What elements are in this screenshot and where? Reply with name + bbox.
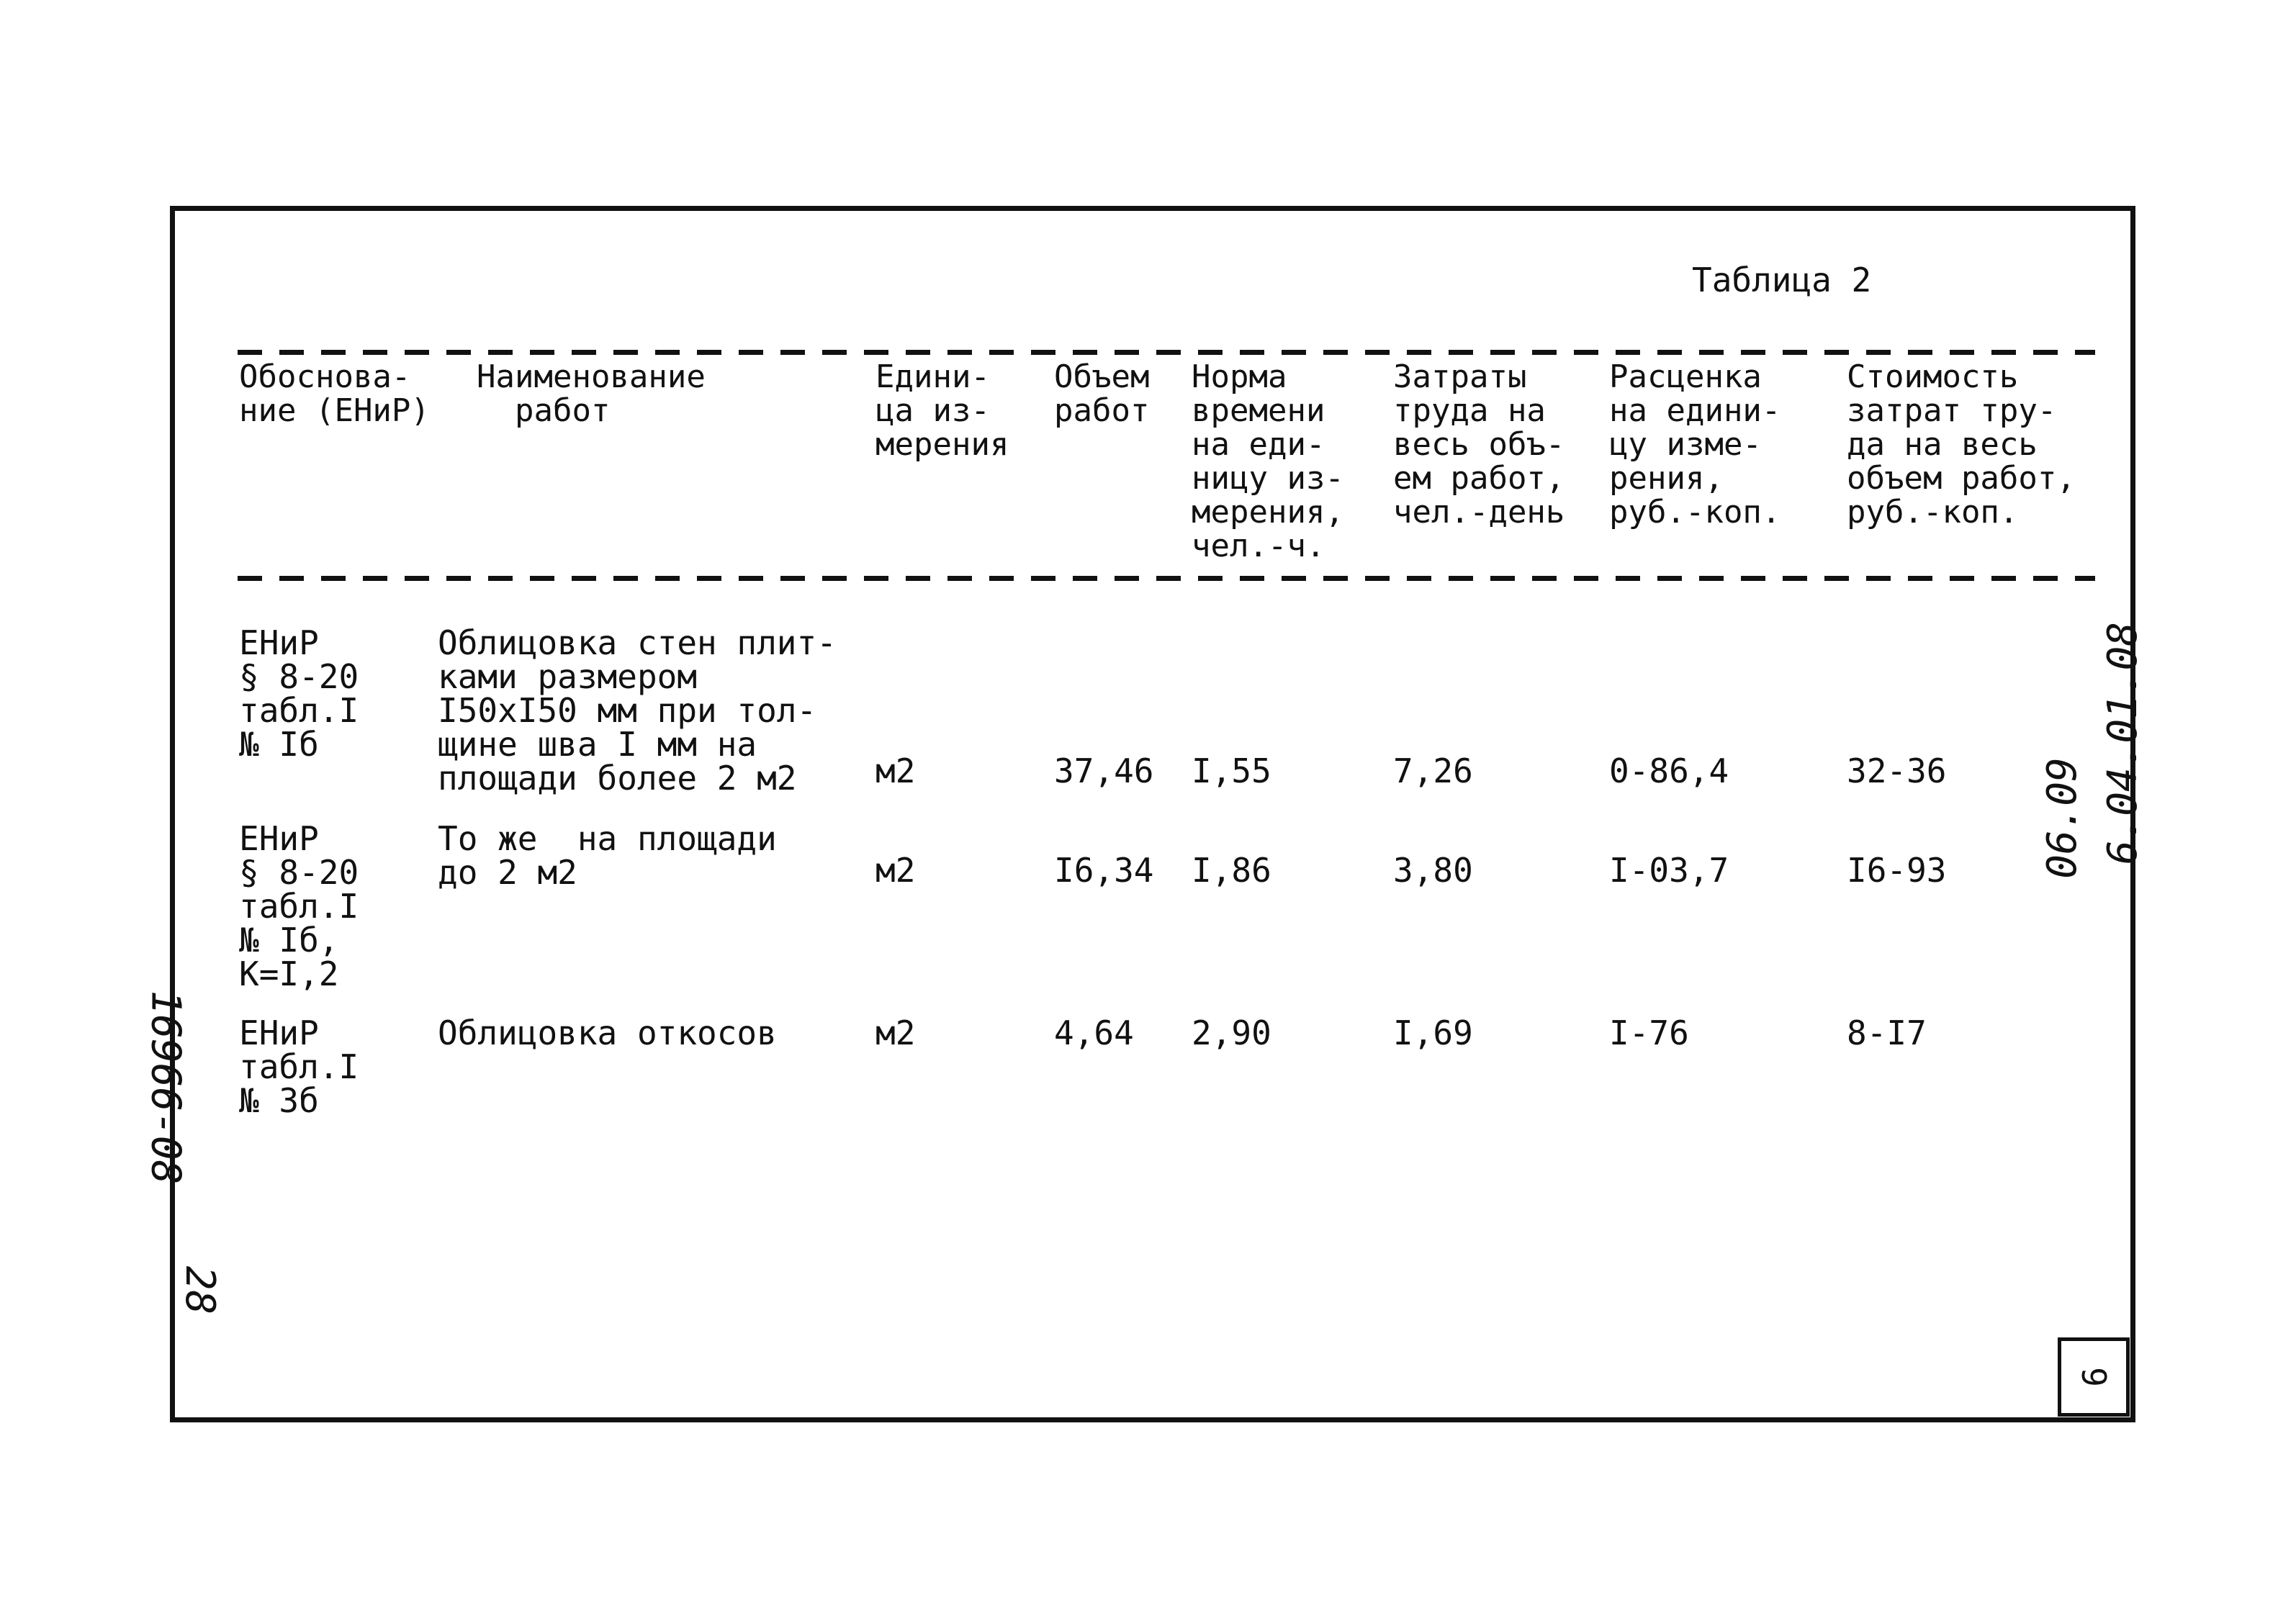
row-volume: 37,46 [1054, 751, 1154, 790]
row-unit: м2 [875, 751, 916, 790]
table-caption: Таблица 2 [1692, 261, 1872, 299]
row-labor-cost: I,69 [1393, 1014, 1473, 1052]
row-basis: ЕНиР § 8-20 табл.I № Iб, К=I,2 [239, 819, 359, 993]
left-margin-code: 16966-08 [142, 990, 189, 1185]
header-unit: Едини- ца из- мерения [875, 358, 1009, 463]
header-unit-rate: Расценка на едини- цу изме- рения, руб.-коп. [1609, 358, 1781, 531]
row-work-name: Облицовка стен плит- ками размером I50xI50 мм при тол- щине шва I мм на площади более 2 м2 [438, 623, 837, 798]
row-unit-rate: I-03,7 [1609, 851, 1729, 890]
page-number-box [2058, 1337, 2130, 1417]
row-volume: 4,64 [1054, 1014, 1134, 1052]
header-basis: Обоснова- ние (ЕНиР) [239, 358, 430, 429]
header-time-norm: Норма времени на еди- ницу из- мерения, чел.-ч. [1192, 358, 1344, 564]
row-basis: ЕНиР табл.I № 3б [239, 1014, 359, 1120]
right-margin-date: 06.09 [2038, 757, 2086, 879]
row-unit: м2 [875, 1014, 916, 1052]
row-volume: I6,34 [1054, 851, 1154, 890]
page-number: 9 [2074, 1367, 2113, 1387]
row-work-name: То же на площади до 2 м2 [438, 819, 777, 892]
right-margin-code: 6.04.01.08 [2099, 621, 2147, 865]
document-frame [170, 206, 2135, 1422]
row-total-cost: 8-I7 [1847, 1014, 1927, 1052]
row-work-name: Облицовка откосов [438, 1014, 777, 1052]
row-labor-cost: 3,80 [1393, 851, 1473, 890]
row-unit: м2 [875, 851, 916, 890]
header-top-rule [238, 350, 2095, 355]
header-total-cost: Стоимость затрат тру- да на весь объем работ, руб.-коп. [1847, 358, 2076, 531]
row-time-norm: 2,90 [1192, 1014, 1271, 1052]
row-labor-cost: 7,26 [1393, 751, 1473, 790]
row-total-cost: I6-93 [1847, 851, 1947, 890]
row-unit-rate: 0-86,4 [1609, 751, 1729, 790]
header-labor-cost: Затраты труда на весь объ- ем работ, чел.-день [1393, 358, 1565, 531]
left-margin-page: 28 [176, 1265, 224, 1315]
row-time-norm: I,86 [1192, 851, 1271, 890]
row-time-norm: I,55 [1192, 751, 1271, 790]
header-bottom-rule [238, 576, 2095, 581]
row-total-cost: 32-36 [1847, 751, 1947, 790]
row-unit-rate: I-76 [1609, 1014, 1689, 1052]
row-basis: ЕНиР § 8-20 табл.I № Iб [239, 623, 359, 764]
header-work-name: Наименование работ [477, 358, 706, 429]
header-volume: Объем работ [1054, 358, 1150, 429]
